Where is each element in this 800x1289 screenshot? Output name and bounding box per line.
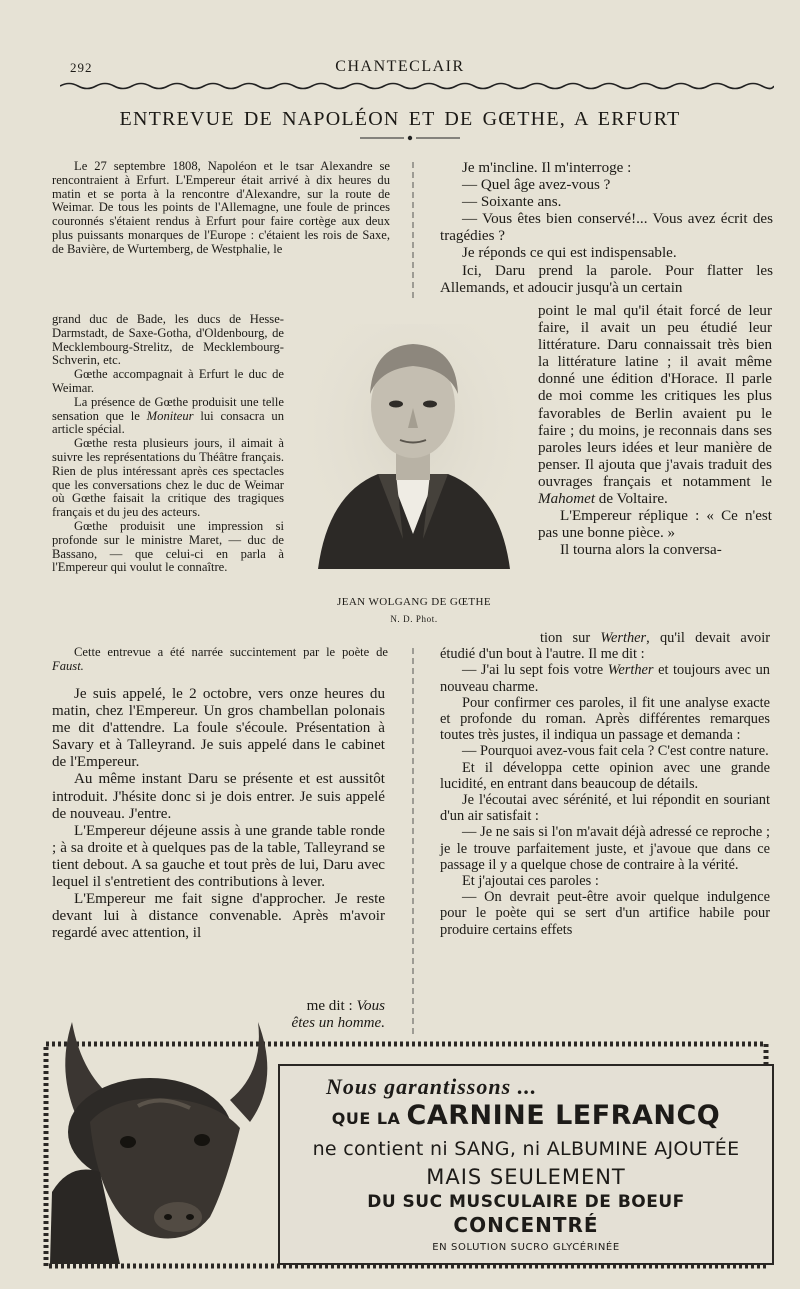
paragraph-tail-italic: êtes un homme.	[291, 1015, 385, 1032]
left-column-intro	[52, 160, 390, 257]
paragraph: Au même instant Daru se présente et est aussitôt introduit. J'hésite donc si je dois entrer. Je suis appelé de nouveau. J'entre.	[52, 771, 385, 822]
paragraph: Gœthe accompagnait à Erfurt le duc de Weimar.	[52, 367, 284, 395]
ad-claim: ne contient ni SANG, ni ALBUMINE AJOUTÉE	[312, 1138, 740, 1160]
paragraph: point le mal qu'il était forcé de leur faire, il avait un peu étudié leur littérature. Daru connaissait très bien la littérature latine ; il avait même donné une édition d'Horace. Il parle de moi comme les critiques les plus favorables de Berlin avaient pu le faire ; du moins, je reconnais dans ses paroles leurs idées et leur manière de penser. Il ajouta que j'avais traduit des ouvrages français et notamment le Mahomet de Voltaire.	[538, 303, 772, 508]
paragraph: tion sur Werther, qu'il devait avoir étudié d'un bout à l'autre. Il me dit :	[440, 630, 770, 663]
left-column-narrative	[52, 686, 385, 942]
right-column-werther	[440, 630, 770, 938]
paragraph: Je m'incline. Il m'interroge :	[462, 160, 632, 176]
paragraph: Je suis appelé, le 2 octobre, vers onze heures du matin, chez l'Empereur. Un gros chambellan polonais me dit d'attendre. La foule s'écoule. Présentation à Savary et à Talleyrand. Je suis appelé dans le cabinet de l'Empereur.	[52, 686, 385, 771]
paragraph: Et il développa cette opinion avec une grande lucidité, en entrant dans beaucoup de détails.	[440, 759, 770, 792]
ad-brand-line	[280, 1100, 772, 1131]
column-divider-top	[408, 162, 418, 300]
column-divider-bottom	[408, 648, 418, 1034]
paragraph: Le 27 septembre 1808, Napoléon et le tsar Alexandre se rencontraient à Erfurt. L'Empereur était arrivé à dix heures du matin et se porta à la rencontre d'Alexandre, sur la route de Weimar. De tous les points de l'Allemagne, une foule de princes couronnés s'étaient rendus à Erfurt pour faire cortège aux deux plus puissants monarques de l'Europe : c'étaient les rois de Saxe, de Bavière, de Wurtemberg, de Westphalie, le	[52, 159, 390, 256]
portrait-credit: N. D. Phot.	[390, 614, 438, 624]
page-number: 292	[70, 60, 93, 75]
paragraph: — Vous êtes bien conservé!... Vous avez écrit des tragédies ?	[440, 211, 773, 245]
title-ornament	[360, 134, 460, 142]
paragraph: — Je ne sais si l'on m'avait déjà adressé ce reproche ; je le trouve parfaitement juste, et j'avoue que dans ce passage il y a quelque chose de contraire à la vérité.	[440, 824, 770, 873]
ad-brand-name: CARNINE LEFRANCQ	[406, 1100, 721, 1131]
ad-text-box	[278, 1064, 774, 1265]
bull-illustration	[50, 1002, 290, 1264]
paragraph: L'Empereur réplique : « Ce n'est pas une bonne pièce. »	[538, 508, 772, 542]
goethe-portrait	[308, 324, 518, 584]
paragraph-tail: me dit : Vous	[306, 998, 385, 1014]
header-wavy-rule	[60, 80, 774, 90]
ad-tagline: Nous garantissons ...	[326, 1074, 538, 1099]
paragraph: L'Empereur déjeune assis à une grande table ronde ; à sa droite et à quelques pas de la table, Talleyrand se tient debout. A sa gauche et tout près de lui, Daru avec lequel il s'entretient des contributions à lever.	[52, 822, 385, 891]
paragraph: La présence de Gœthe produisit une telle sensation que le Moniteur lui consacra un article spécial.	[52, 394, 284, 437]
left-column-wrapped	[52, 313, 284, 575]
portrait-caption: JEAN WOLGANG DE GŒTHE	[337, 596, 491, 608]
carnine-advertisement	[42, 1010, 772, 1268]
paragraph: — Pourquoi avez-vous fait cela ? C'est contre nature.	[462, 743, 769, 760]
paragraph: — Soixante ans.	[462, 194, 562, 211]
paragraph: — J'ai lu sept fois votre Werther et toujours avec un nouveau charme.	[440, 662, 770, 695]
paragraph: Pour confirmer ces paroles, il fit une analyse exacte et profonde du roman. Après différentes remarques toutes très justes, il indiqua un passage et demanda :	[440, 694, 770, 744]
paragraph: L'Empereur me fait signe d'approcher. Je reste devant lui à distance convenable. Après m'avoir regardé avec attention, il	[52, 891, 385, 942]
paragraph: Je réponds ce qui est indispensable.	[462, 245, 677, 262]
left-column-faust-note	[52, 646, 388, 674]
paragraph: Et j'ajoutai ces paroles :	[462, 873, 599, 890]
journal-name: CHANTECLAIR	[335, 58, 465, 75]
paragraph: Gœthe resta plusieurs jours, il aimait à suivre les représentations du Théâtre français. Rien de plus intéressant après ces spectacles que les conversations chez le duc de Weimar où Gœthe faisait la critique des tragiques français et du jeu des acteurs.	[52, 436, 284, 520]
ad-mais-seulement: MAIS SEULEMENT	[426, 1165, 626, 1189]
paragraph: Il tourna alors la conversa-	[560, 542, 722, 559]
paragraph: grand duc de Bade, les ducs de Hesse-Darmstadt, de Saxe-Gotha, d'Oldenbourg, de Mecklembourg-Strelitz, de Mecklembourg-Schverin, etc.	[52, 312, 284, 368]
ad-suc-musculaire: DU SUC MUSCULAIRE DE BOEUF	[367, 1192, 685, 1212]
article-title: ENTREVUE DE NAPOLÉON ET DE GŒTHE, A ERFURT	[119, 108, 681, 130]
right-column-dialogue	[440, 160, 773, 297]
ad-brand-prefix: QUE LA	[331, 1109, 407, 1128]
ad-concentre: CONCENTRÉ	[453, 1213, 599, 1237]
right-column-wrapped	[538, 303, 772, 559]
paragraph: Je l'écoutai avec sérénité, et lui répondit en souriant d'un air satisfait :	[440, 792, 770, 825]
paragraph: — Quel âge avez-vous ?	[462, 177, 611, 194]
paragraph: Ici, Daru prend la parole. Pour flatter les Allemands, et adoucir jusqu'à un certain	[440, 262, 773, 296]
paragraph: Gœthe produisit une impression si profonde sur le ministre Maret, — duc de Bassano, — que celui-ci en parla à l'Empereur qui voulut le connaître.	[52, 518, 284, 575]
ad-solution: EN SOLUTION SUCRO GLYCÉRINÉE	[432, 1242, 620, 1253]
paragraph: Cette entrevue a été narrée succintement par le poète de Faust.	[52, 645, 388, 673]
paragraph: — On devrait peut-être avoir quelque indulgence pour le poète qui se sert d'un artifice habile pour produire certains effets	[440, 889, 770, 938]
